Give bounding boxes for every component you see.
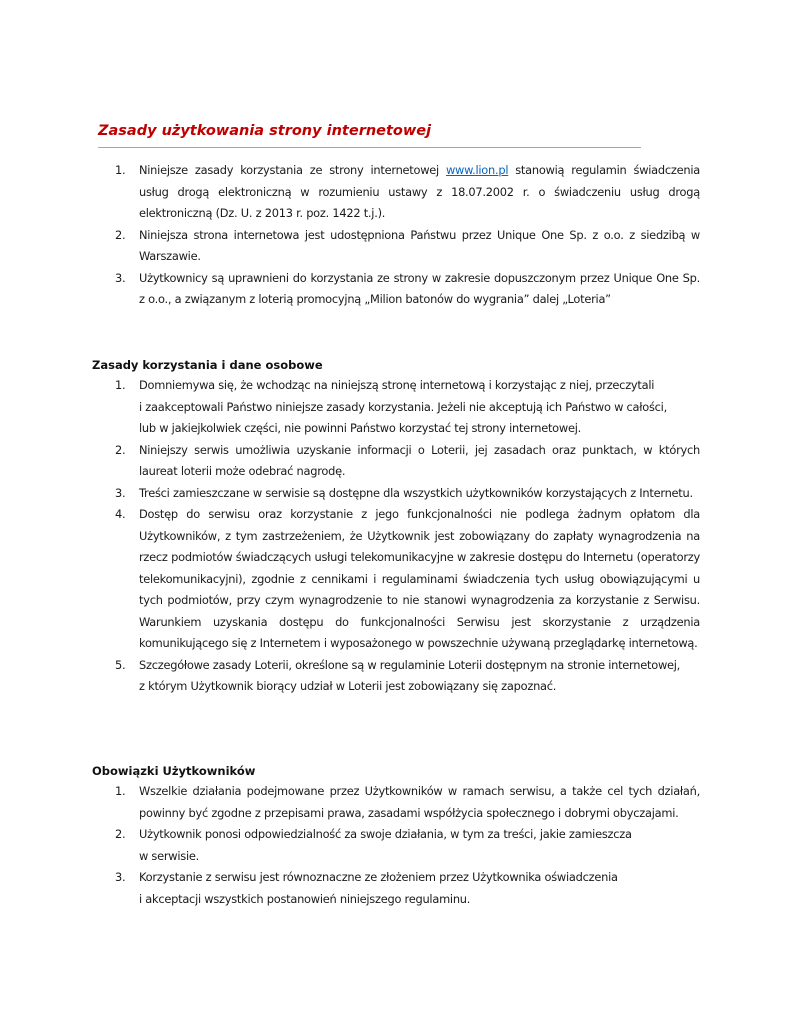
section-heading-usage: Zasady korzystania i dane osobowe (92, 358, 323, 372)
list-item (115, 440, 700, 483)
list-item (115, 225, 700, 268)
duties-list (115, 781, 700, 910)
list-item (115, 824, 700, 867)
title-underline-rule (98, 147, 641, 148)
usage-list (115, 375, 700, 698)
list-text-line: z którym Użytkownik biorący udział w Loterii jest zobowiązany się zapoznać. (139, 679, 557, 693)
list-item (115, 483, 700, 505)
list-text: Dostęp do serwisu oraz korzystanie z jego funkcjonalności nie podlega żadnym opłatom dla Użytkowników, z tym zastrzeżeniem, że Użytkownik jest zobowiązany do zapłaty wynagrodzenia na rzecz podmiotów świadczących usługi telekomunikacyjne w zakresie dostępu do Internetu (operatorzy telekomunikacyjni), zgodnie z cennikami i regulaminami świadczenia tych usług obowiązującymi u tych podmiotów, przy czym wynagrodzenie to nie stanowi wynagrodzenia za korzystanie z Serwisu. Warunkiem uzyskania dostępu do funkcjonalności Serwisu jest skorzystanie z urządzenia komunikującego się z Internetem i wyposażonego w powszechnie używaną przeglądarkę internetową. (139, 507, 700, 650)
page-title: Zasady użytkowania strony internetowej (98, 123, 432, 139)
list-number: 2. (115, 227, 126, 242)
list-text-line: lub w jakiejkolwiek części, nie powinni Państwo korzystać tej strony internetowej. (139, 421, 581, 435)
list-text-line: Korzystanie z serwisu jest równoznaczne ze złożeniem przez Użytkownika oświadczenia (139, 870, 618, 884)
list-text-line: i zaakceptowali Państwo niniejsze zasady korzystania. Jeżeli nie akceptują ich Państwo w całości, (139, 399, 667, 414)
list-text-line: Szczegółowe zasady Loterii, określone są w regulaminie Loterii dostępnym na stronie internetowej, (139, 657, 681, 672)
list-item (115, 160, 700, 225)
section-heading-duties: Obowiązki Użytkowników (92, 764, 256, 778)
list-text: Niniejsza strona internetowa jest udostępniona Państwu przez Unique One Sp. z o.o. z siedzibą w Warszawie. (139, 227, 700, 263)
list-number: 5. (115, 657, 126, 672)
list-text: Wszelkie działania podejmowane przez Użytkowników w ramach serwisu, a także cel tych działań, powinny być zgodne z przepisami prawa, zasadami współżycia społecznego i dobrymi obyczajami. (139, 784, 700, 820)
list-number: 1. (115, 163, 126, 177)
list-item (115, 655, 700, 698)
list-number: 3. (115, 270, 126, 285)
list-text-line: w serwisie. (139, 848, 200, 863)
list-text: Niniejsze zasady korzystania ze strony internetowej (139, 163, 446, 177)
intro-list (115, 160, 700, 311)
list-number: 4. (115, 507, 126, 521)
list-number: 2. (115, 827, 126, 841)
list-item (115, 867, 700, 910)
list-text: Niniejszy serwis umożliwia uzyskanie informacji o Loterii, jej zasadach oraz punktach, w których laureat loterii może odebrać nagrodę. (139, 442, 700, 478)
list-text: Treści zamieszczane w serwisie są dostępne dla wszystkich użytkowników korzystających z Internetu. (139, 485, 693, 500)
list-number: 3. (115, 485, 126, 500)
list-number: 2. (115, 442, 126, 457)
list-number: 1. (115, 378, 126, 392)
list-text-line: Domniemywa się, że wchodząc na niniejszą stronę internetową i korzystając z niej, przeczytali (139, 378, 655, 392)
list-item (115, 781, 700, 824)
list-text-line: i akceptacji wszystkich postanowień niniejszego regulaminu. (139, 891, 471, 906)
lion-website-link[interactable]: www.lion.pl (445, 163, 509, 177)
list-item (115, 504, 700, 655)
list-number: 1. (115, 784, 126, 798)
list-text-line: Użytkownik ponosi odpowiedzialność za swoje działania, w tym za treści, jakie zamieszcza (139, 827, 632, 841)
list-number: 3. (115, 870, 126, 884)
list-item (115, 268, 700, 311)
list-text: Użytkownicy są uprawnieni do korzystania ze strony w zakresie dopuszczonym przez Unique One Sp. z o.o., a związanym z loterią promocyjną „Milion batonów do wygrania” dalej „Loteria” (139, 270, 700, 306)
list-item (115, 375, 700, 440)
list-text: stanowią regulamin świadczenia usług drogą elektroniczną w rozumieniu ustawy z 18.07.2002 r. o świadczeniu usług drogą elektroniczną (Dz. U. z 2013 r. poz. 1422 t.j.). (139, 163, 700, 220)
